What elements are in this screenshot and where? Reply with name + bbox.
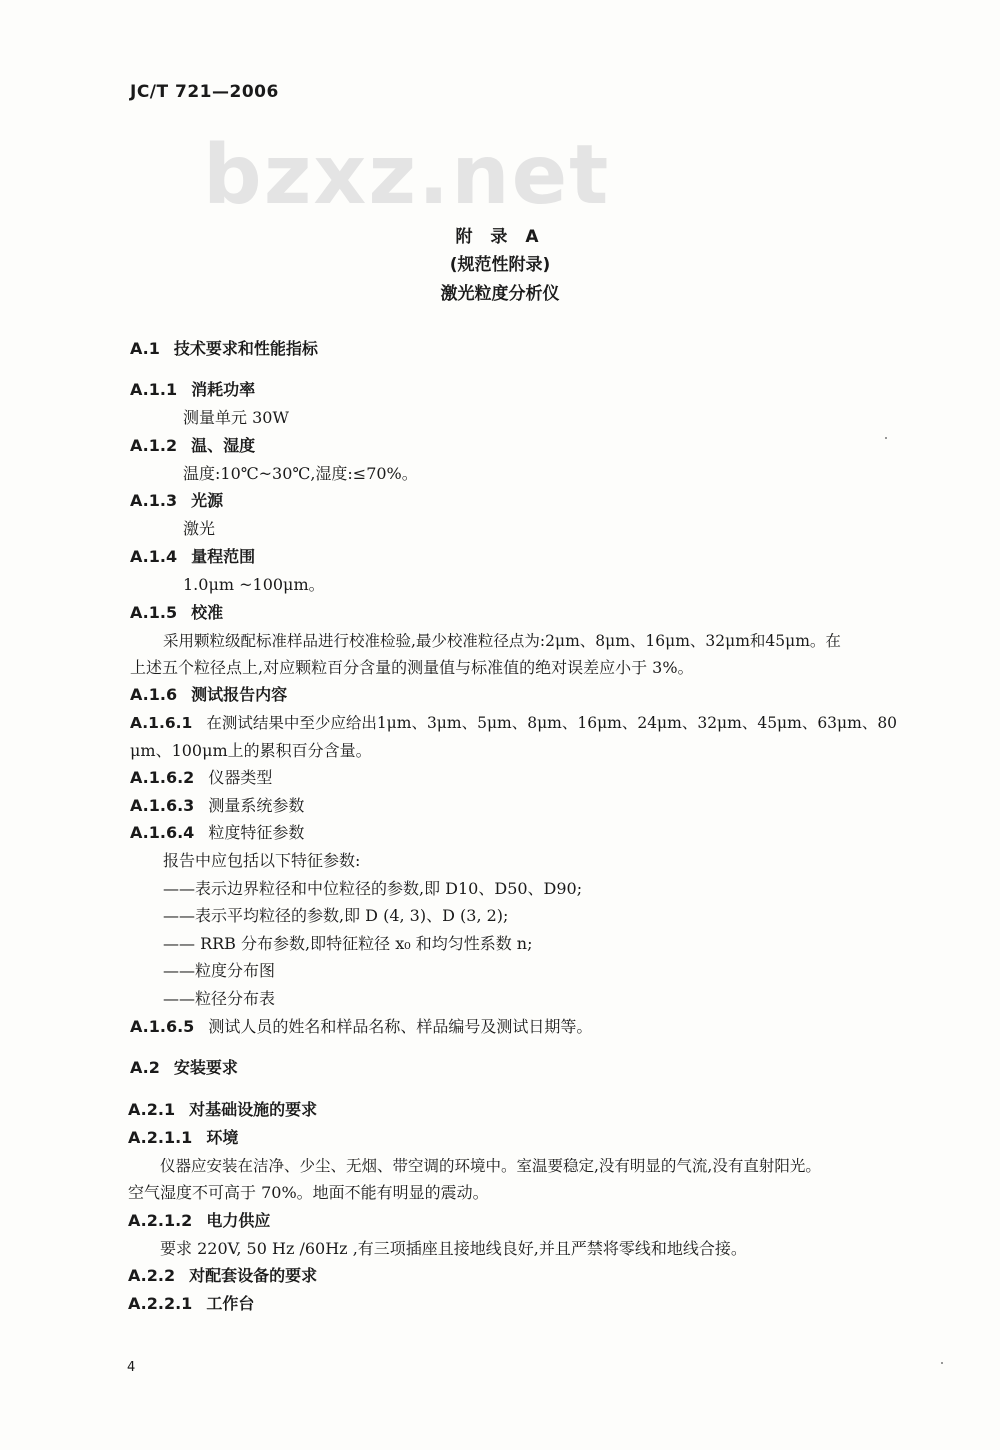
clause-heading: A.1.6.2 仪器类型 bbox=[130, 768, 273, 787]
list-item: ——粒径分布表 bbox=[163, 989, 276, 1008]
page-number: 4 bbox=[127, 1360, 136, 1375]
annex-title: 附 录 A bbox=[455, 227, 545, 247]
clause-body: 1.0μm ~100μm。 bbox=[183, 575, 325, 594]
clause-body: 采用颗粒级配标准样品进行校准检验,最少校准粒径点为:2μm、8μm、16μm、32μm和45μm。在 bbox=[163, 632, 841, 650]
list-item: —— RRB 分布参数,即特征粒径 x₀ 和均匀性系数 n; bbox=[163, 934, 533, 953]
clause-body: 激光 bbox=[183, 519, 216, 538]
clause-heading: A.1.6.3 测量系统参数 bbox=[130, 796, 305, 815]
clause-heading: A.2.2 对配套设备的要求 bbox=[128, 1266, 318, 1285]
annex-name: 激光粒度分析仪 bbox=[440, 284, 560, 304]
clause-heading: A.2.1.1 环境 bbox=[128, 1128, 239, 1147]
section-heading: A.1 技术要求和性能指标 bbox=[130, 339, 318, 358]
clause-heading: A.2.1.2 电力供应 bbox=[128, 1211, 271, 1230]
section-heading: A.2 安装要求 bbox=[130, 1058, 238, 1077]
annex-subtitle: (规范性附录) bbox=[449, 255, 551, 275]
clause-body: 仪器应安装在洁净、少尘、无烟、带空调的环境中。室温要稳定,没有明显的气流,没有直射阳光。 bbox=[160, 1157, 821, 1175]
clause-heading: A.1.1 消耗功率 bbox=[130, 380, 256, 399]
list-item: ——表示平均粒径的参数,即 D (4, 3)、D (3, 2); bbox=[163, 906, 509, 925]
clause-heading: A.1.3 光源 bbox=[130, 491, 224, 510]
list-item: ——粒度分布图 bbox=[163, 961, 276, 980]
list-item: ——表示边界粒径和中位粒径的参数,即 D10、D50、D90; bbox=[163, 879, 583, 898]
clause-body: μm、100μm上的累积百分含量。 bbox=[130, 741, 372, 760]
clause-body: 要求 220V, 50 Hz /60Hz ,有三项插座且接地线良好,并且严禁将零线和地线合接。 bbox=[160, 1239, 747, 1258]
clause-heading: A.2.1 对基础设施的要求 bbox=[128, 1100, 318, 1119]
scan-speck bbox=[885, 437, 887, 439]
clause-heading: A.1.2 温、湿度 bbox=[130, 436, 256, 455]
clause-heading: A.1.4 量程范围 bbox=[130, 547, 256, 566]
clause-body: 温度:10℃~30℃,湿度:≤70%。 bbox=[183, 464, 418, 483]
clause-body: A.1.6.1 在测试结果中至少应给出1μm、3μm、5μm、8μm、16μm、24μm、32μm、45μm、63μm、80 bbox=[130, 714, 898, 732]
clause-body: 报告中应包括以下特征参数: bbox=[163, 851, 361, 870]
scan-speck bbox=[941, 1362, 943, 1364]
watermark: bzxz.net bbox=[203, 128, 611, 223]
clause-heading: A.1.5 校准 bbox=[130, 603, 224, 622]
clause-body: 空气湿度不可高于 70%。地面不能有明显的震动。 bbox=[128, 1183, 489, 1202]
clause-body: A.1.6.5 测试人员的姓名和样品名称、样品编号及测试日期等。 bbox=[130, 1017, 593, 1036]
standard-code: JC/T 721—2006 bbox=[130, 82, 279, 102]
clause-body: 测量单元 30W bbox=[183, 408, 289, 427]
clause-body: 上述五个粒径点上,对应颗粒百分含量的测量值与标准值的绝对误差应小于 3%。 bbox=[130, 658, 694, 677]
clause-heading: A.1.6.4 粒度特征参数 bbox=[130, 823, 305, 842]
clause-heading: A.2.2.1 工作台 bbox=[128, 1294, 255, 1313]
clause-heading: A.1.6 测试报告内容 bbox=[130, 685, 288, 704]
